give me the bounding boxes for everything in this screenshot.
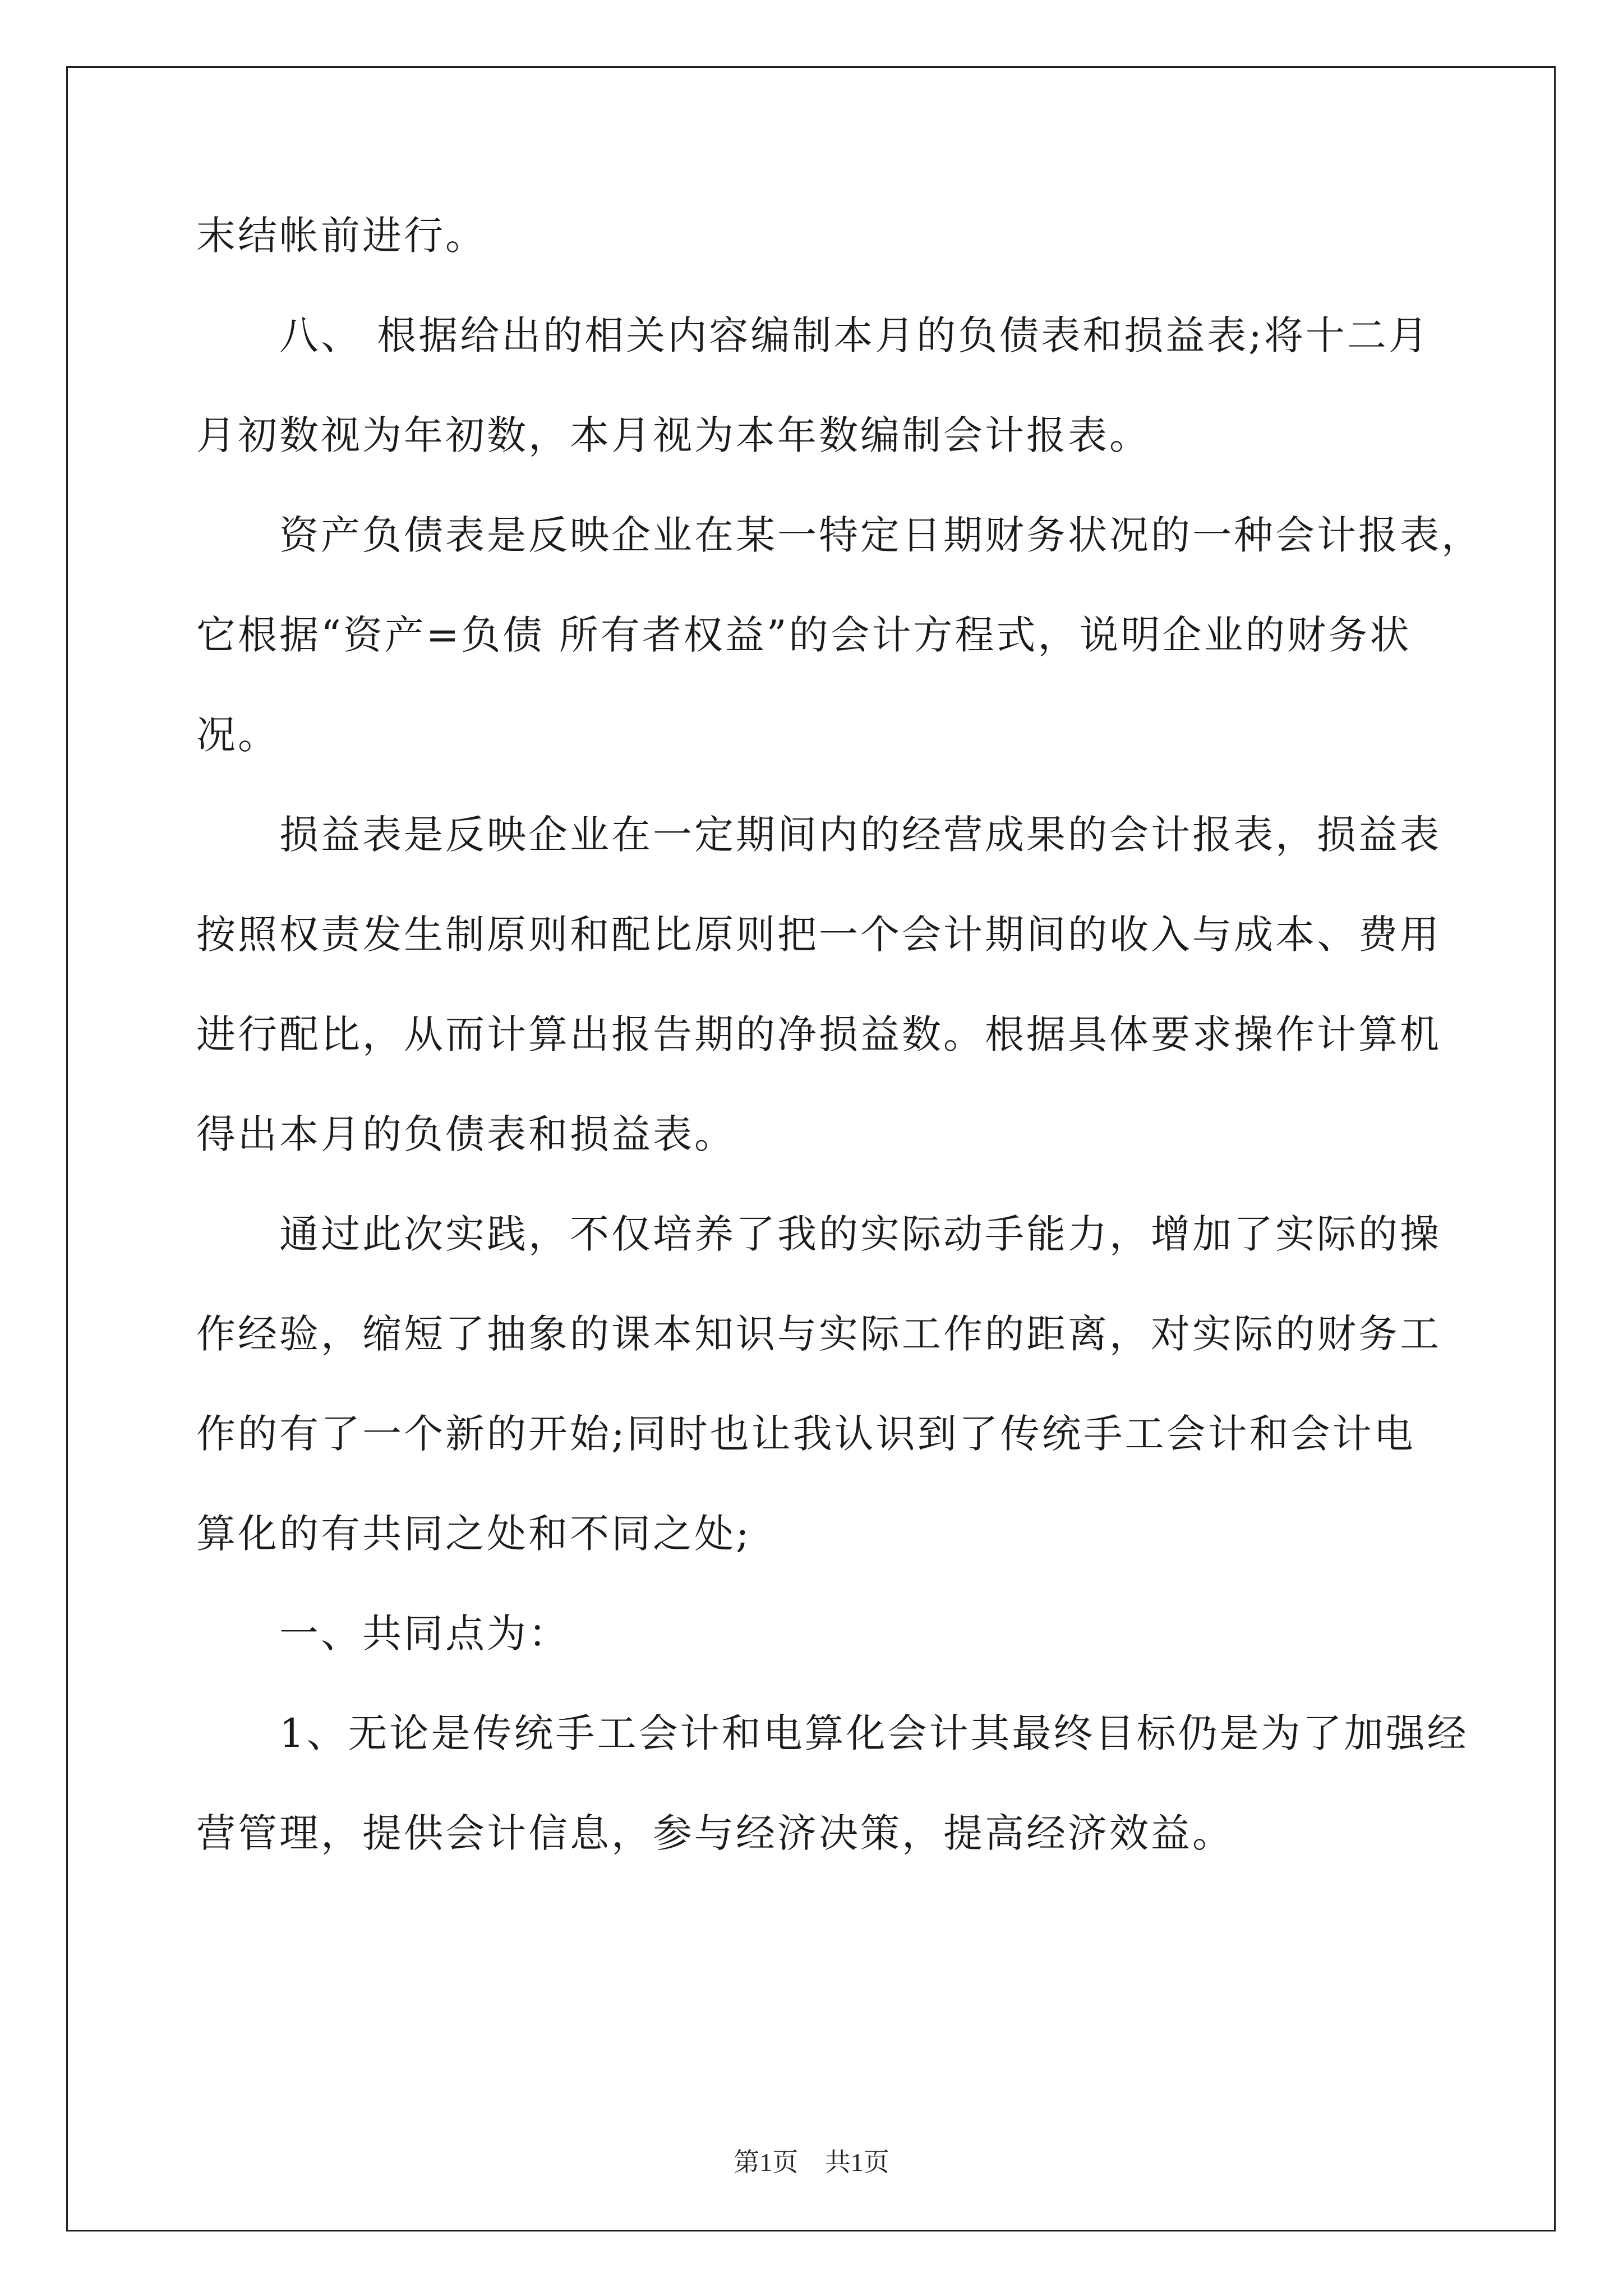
page-number: 第1页 [734,2148,799,2177]
text-line: 损益表是反映企业在一定期间内的经营成果的会计报表，损益表 [279,812,1441,858]
text-line: 它根据“资产=负债 所有者权益”的会计方程式，说明企业的财务状 [196,612,1412,658]
text-line: 作经验，缩短了抽象的课本知识与实际工作的距离，对实际的财务工 [196,1311,1441,1357]
text-line: 资产负债表是反映企业在某一特定日期财务状况的一种会计报表， [279,512,1483,558]
text-line: 营管理，提供会计信息，参与经济决策，提高经济效益。 [196,1810,1234,1856]
text-line: 况。 [196,712,279,758]
text-line: 算化的有共同之处和不同之处; [196,1511,751,1557]
text-line: 八、 根据给出的相关内容编制本月的负债表和损益表;将十二月 [279,312,1430,358]
text-line: 1、无论是传统手工会计和电算化会计其最终目标仍是为了加强经 [279,1710,1469,1756]
text-line: 按照权责发生制原则和配比原则把一个会计期间的收入与成本、费用 [196,912,1441,958]
text-line: 月初数视为年初数，本月视为本年数编制会计报表。 [196,412,1151,458]
text-line: 通过此次实践，不仅培养了我的实际动手能力，增加了实际的操 [279,1211,1441,1257]
page-footer [0,2142,1623,2179]
text-line: 进行配比，从而计算出报告期的净损益数。根据具体要求操作计算机 [196,1011,1441,1057]
text-line: 末结帐前进行。 [196,213,487,259]
page-total: 共1页 [824,2148,889,2177]
text-line: 一、共同点为： [279,1611,570,1657]
text-line: 作的有了一个新的开始;同时也让我认识到了传统手工会计和会计电 [196,1411,1415,1457]
text-line: 得出本月的负债表和损益表。 [196,1111,736,1157]
document-body [196,205,1483,1902]
